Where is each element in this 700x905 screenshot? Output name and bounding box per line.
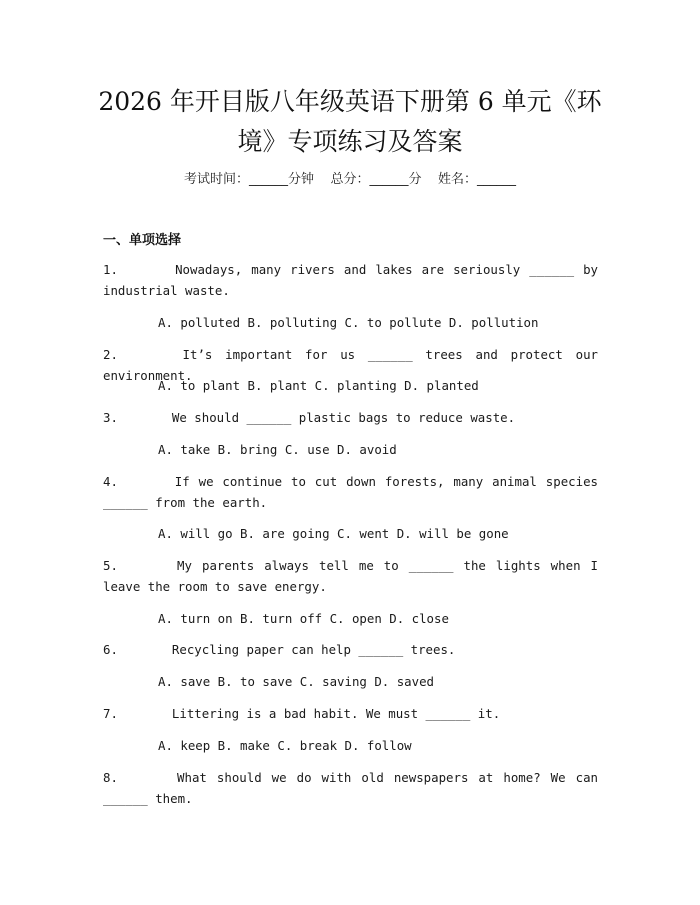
question-number: 3.: [103, 410, 118, 425]
question-text: We should ______ plastic bags to reduce waste.: [171, 410, 516, 425]
question-3-options: A. take B. bring C. use D. avoid: [158, 442, 397, 457]
question-number: 4.: [103, 474, 118, 489]
question-text: Nowadays, many rivers and lakes are seriously ______ by industrial waste.: [103, 262, 598, 298]
question-text: What should we do with old newspapers at home? We can ______ them.: [103, 770, 599, 806]
exam-info-line: 考试时间：______分钟 总分：______分 姓名：______: [183, 172, 517, 187]
question-number: 1.: [103, 262, 118, 277]
question-number: 7.: [103, 706, 118, 721]
question-7: [103, 703, 598, 724]
question-2-options: A. to plant B. plant C. planting D. planted: [158, 378, 479, 393]
question-4: [103, 471, 598, 513]
question-number: 6.: [103, 642, 118, 657]
question-text: Littering is a bad habit. We must ______ it.: [171, 706, 501, 721]
question-number: 8.: [103, 770, 118, 785]
question-1: [103, 259, 598, 301]
question-text: It’s important for us ______ trees and protect our environment.: [103, 347, 598, 383]
question-number: 5.: [103, 558, 118, 573]
question-5: [103, 555, 598, 597]
question-6: [103, 639, 598, 660]
question-1-options: A. polluted B. polluting C. to pollute D. pollution: [158, 315, 539, 330]
question-text: If we continue to cut down forests, many animal species ______ from the earth.: [103, 474, 598, 510]
question-5-options: A. turn on B. turn off C. open D. close: [158, 611, 449, 626]
section-heading: 一、单项选择: [103, 233, 182, 248]
question-number: 2.: [103, 347, 118, 362]
question-text: Recycling paper can help ______ trees.: [171, 642, 456, 657]
question-8: [103, 767, 598, 809]
question-6-options: A. save B. to save C. saving D. saved: [158, 674, 435, 689]
question-4-options: A. will go B. are going C. went D. will be gone: [158, 526, 509, 541]
document-title: 2026 年开目版八年级英语下册第 6 单元《环境》专项练习及答案: [98, 87, 602, 156]
question-7-options: A. keep B. make C. break D. follow: [158, 738, 412, 753]
question-text: My parents always tell me to ______ the lights when I leave the room to save energy.: [103, 558, 599, 594]
question-3: [103, 407, 598, 428]
